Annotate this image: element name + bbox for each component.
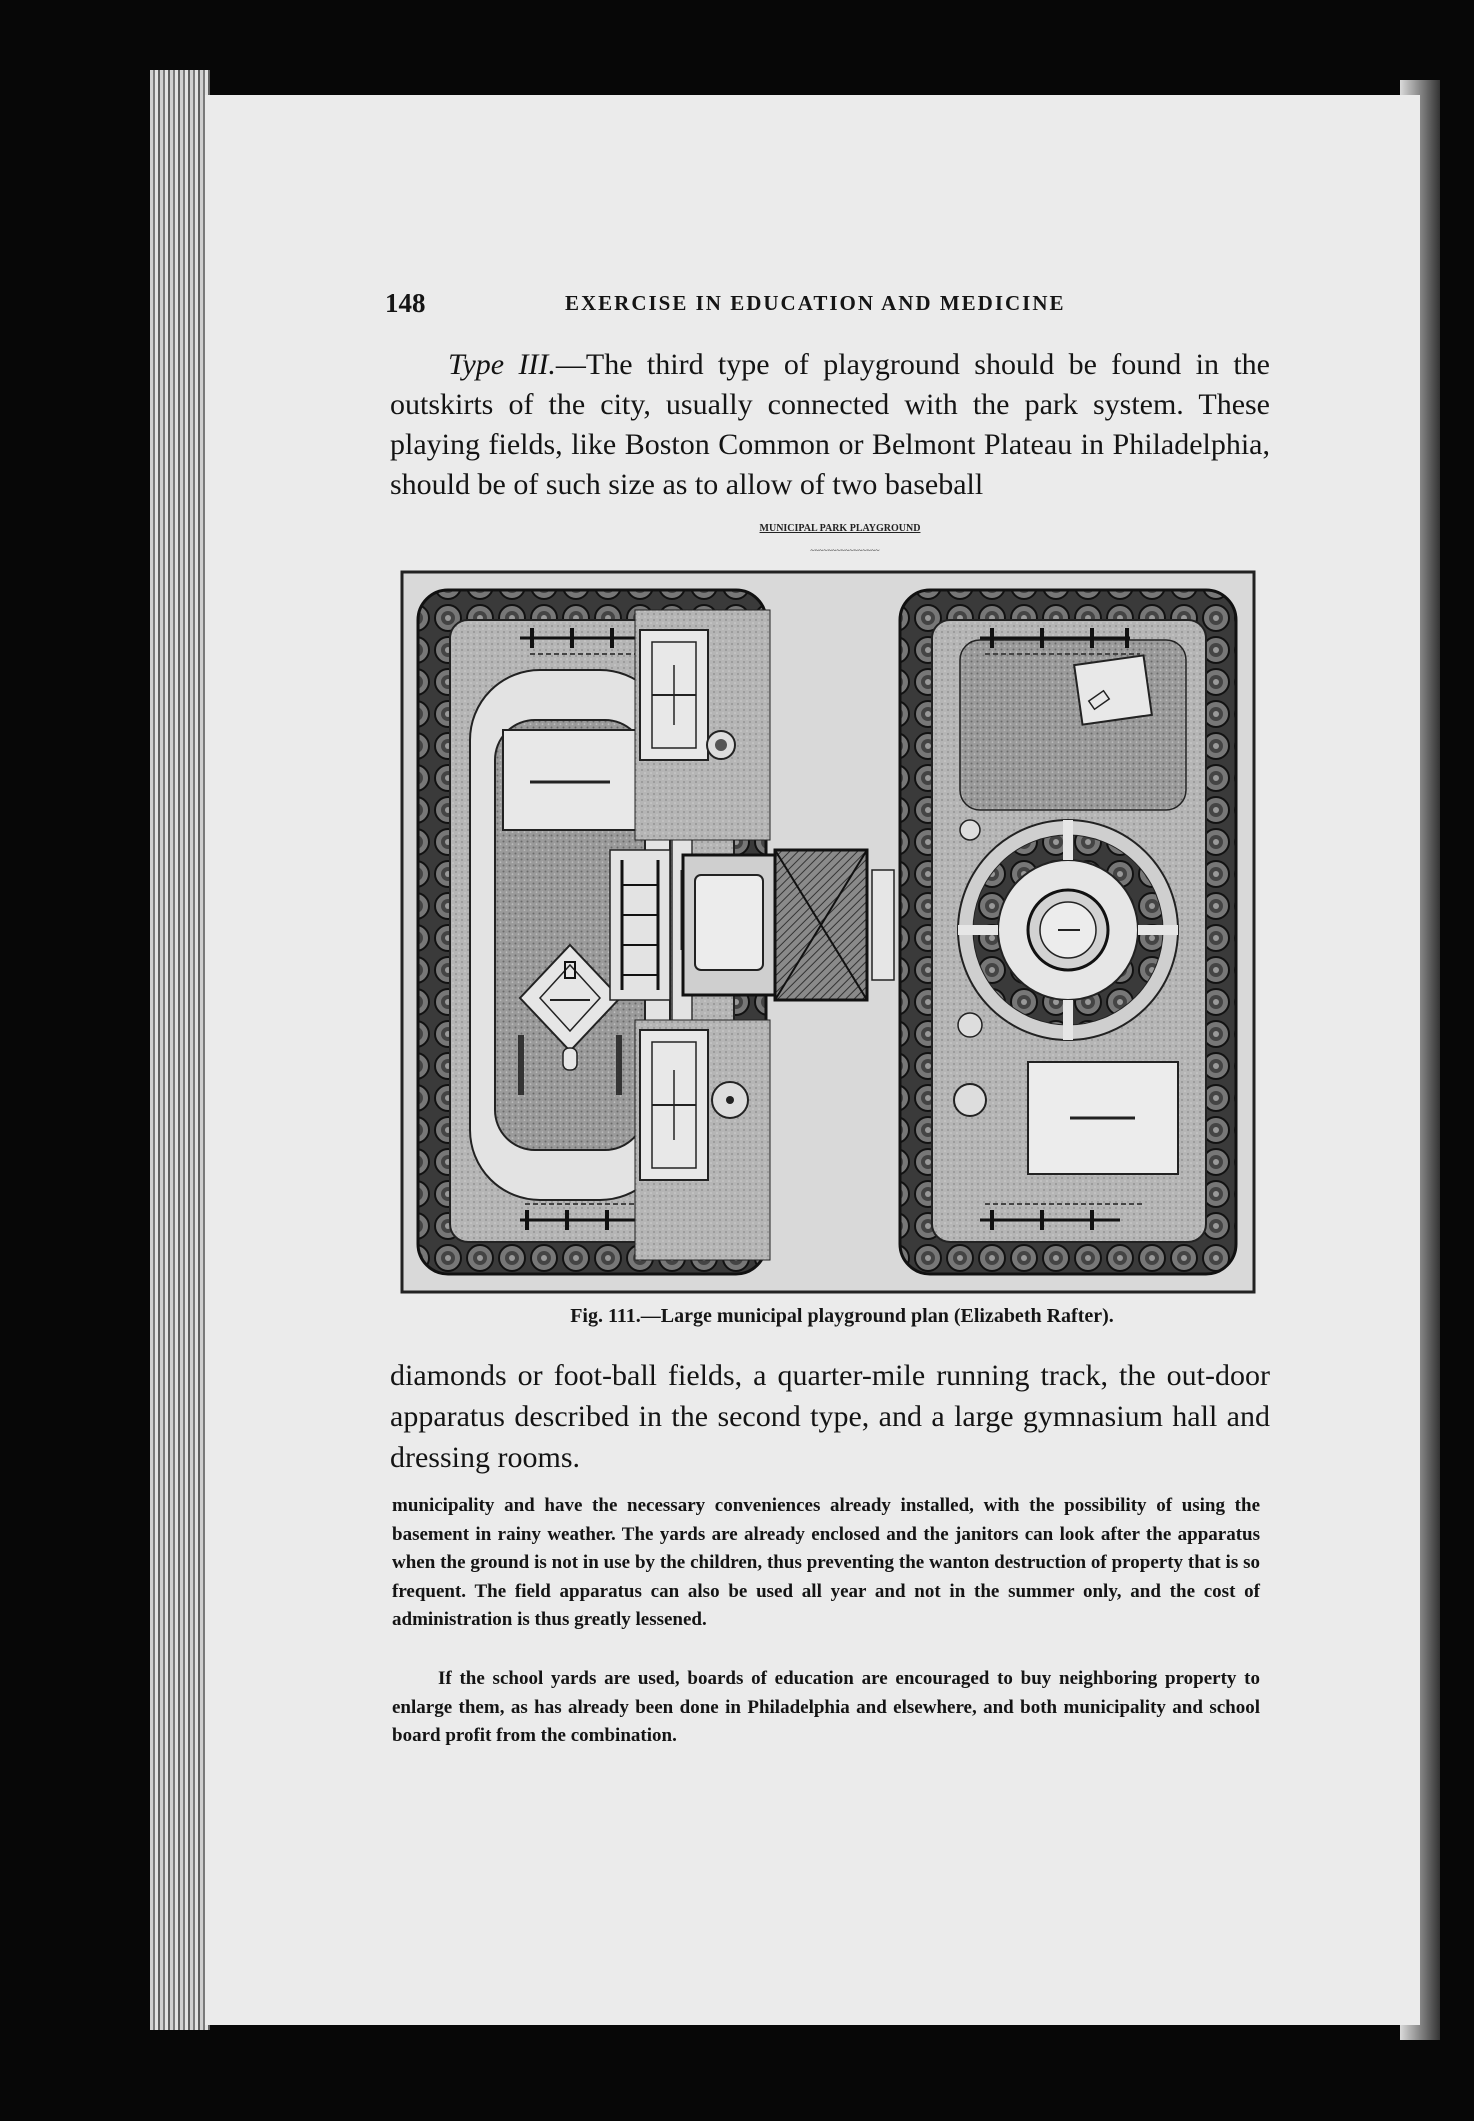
playground-plan-figure: [400, 570, 1256, 1294]
page-header: [385, 288, 1265, 328]
paragraph-municipality: municipality and have the necessary conveniences already installed, with the possibility of using the basement in rainy weather. The yards are already enclosed and the janitors can look after the apparatus when the ground is not in use by the children, thus preventing the wanton destruction of property that is so frequent. The field apparatus can also be used all year and not in the summer only, and the cost of administration is thus greatly lessened.: [392, 1495, 1260, 1630]
book-page-edges: [150, 70, 210, 2030]
paragraph-fields: diamonds or foot-ball fields, a quarter-mile running track, the out-door apparatus described in the second type, and a large gymnasium hall and dressing rooms.: [390, 1359, 1270, 1474]
volleyball-court: [1074, 655, 1152, 724]
plan-title: MUNICIPAL PARK PLAYGROUND: [759, 523, 921, 534]
paragraph-type-iii-text: —The third type of playground should be found in the outskirts of the city, usually connected with the park system. These playing fields, like Boston Common or Belmont Plateau in Philadelphia, should be of such size as to allow of two baseball: [390, 348, 1270, 501]
page-number: 148: [385, 288, 426, 318]
running-title: EXERCISE IN EDUCATION AND MEDICINE: [565, 291, 1066, 315]
circular-garden: [958, 820, 1178, 1040]
paragraph-type-iii: [390, 345, 1270, 505]
plan-subtitle-illegible: ~~~~~~~~~~~~~~~~: [810, 546, 880, 555]
type-heading: Type III.: [448, 348, 556, 381]
gymnasium-building: [683, 850, 894, 1000]
figure-caption: Fig. 111.—Large municipal playground plan (Elizabeth Rafter).: [570, 1305, 1114, 1327]
center-apparatus: [610, 850, 670, 1000]
football-field: [503, 730, 637, 830]
paragraph-school-yards: If the school yards are used, boards of education are encouraged to buy neighboring property to enlarge them, as has already been done in Philadelphia and elsewhere, and both municipality and school board profit from the combination.: [392, 1668, 1260, 1746]
